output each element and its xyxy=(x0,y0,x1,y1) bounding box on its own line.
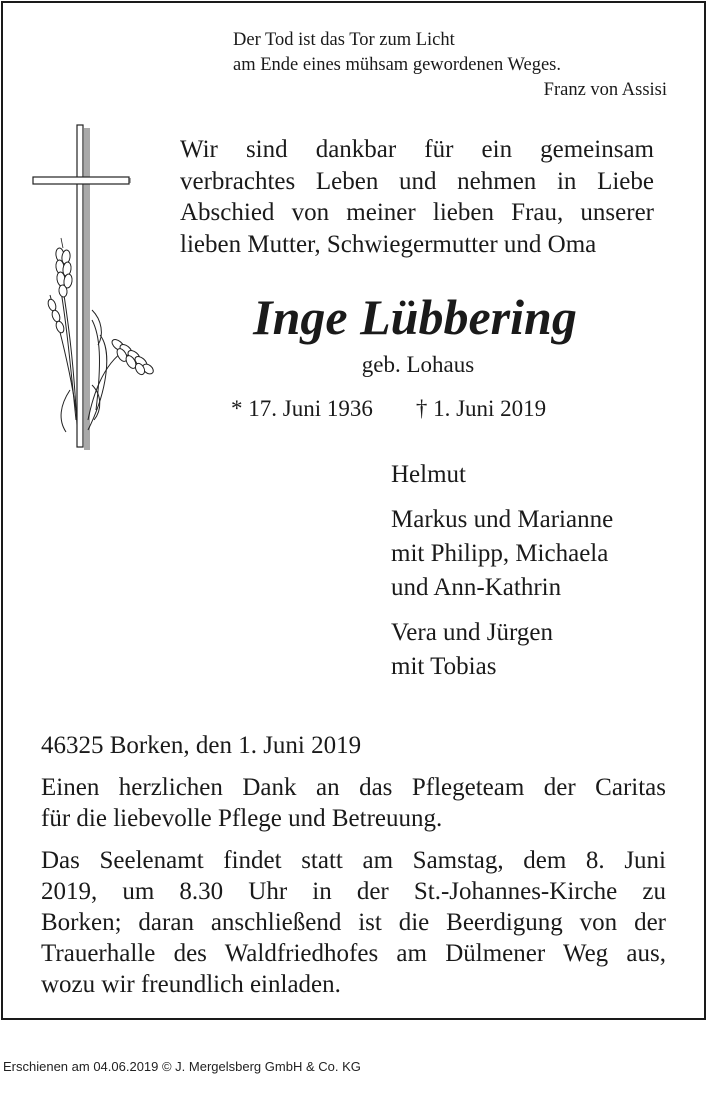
mourner-line: Helmut xyxy=(391,461,466,488)
birth-date: * 17. Juni 1936 xyxy=(231,396,373,421)
intro-line: lieben Mutter, Schwiegermutter und Oma xyxy=(180,230,597,258)
motto xyxy=(233,28,673,103)
place-date: 46325 Borken, den 1. Juni 2019 xyxy=(41,732,362,759)
intro-text xyxy=(180,134,654,260)
service-line: 2019, um 8.30 Uhr in der St.-Johannes-Kirche zu xyxy=(41,878,666,905)
service-line: Borken; daran anschließend ist die Beerdigung von der xyxy=(41,909,666,936)
life-dates xyxy=(231,394,546,424)
mourner-line: mit Tobias xyxy=(391,653,497,680)
thanks-paragraph xyxy=(41,772,666,834)
service-line: Trauerhalle des Waldfriedhofes am Dülmener Weg aus, xyxy=(41,940,666,967)
service-paragraph xyxy=(41,845,666,1000)
mourner-line: Vera und Jürgen xyxy=(391,619,553,646)
intro-line: Abschied von meiner lieben Frau, unserer xyxy=(180,199,654,226)
mourner-line: Markus und Marianne xyxy=(391,506,614,533)
service-line: wozu wir freundlich einladen. xyxy=(41,971,341,998)
publication-footer: Erschienen am 04.06.2019 © J. Mergelsberg GmbH & Co. KG xyxy=(3,1059,361,1074)
intro-line: verbrachtes Leben und nehmen in Liebe xyxy=(180,167,654,195)
thanks-line: für die liebevolle Pflege und Betreuung. xyxy=(41,805,443,832)
mourner-line: und Ann-Kathrin xyxy=(391,574,562,601)
intro-line: Wir sind dankbar für ein gemeinsam xyxy=(180,136,654,163)
motto-line: Der Tod ist das Tor zum Licht xyxy=(233,30,455,50)
mourner-group xyxy=(391,458,613,492)
mourner-group xyxy=(391,503,613,605)
deceased-name: Inge Lübbering xyxy=(253,289,577,345)
thanks-line: Einen herzlichen Dank an das Pflegeteam der Caritas xyxy=(41,774,666,801)
motto-author: Franz von Assisi xyxy=(543,80,667,100)
closing-section xyxy=(41,730,666,1011)
death-date: † 1. Juni 2019 xyxy=(415,396,547,421)
mourners-list xyxy=(391,458,613,695)
maiden-name: geb. Lohaus xyxy=(361,352,475,377)
motto-line: am Ende eines mühsam gewordenen Weges. xyxy=(233,55,561,75)
mourner-line: mit Philipp, Michaela xyxy=(391,540,609,567)
service-line: Das Seelenamt findet statt am Samstag, dem 8. Juni xyxy=(41,847,666,874)
mourner-group xyxy=(391,616,613,684)
